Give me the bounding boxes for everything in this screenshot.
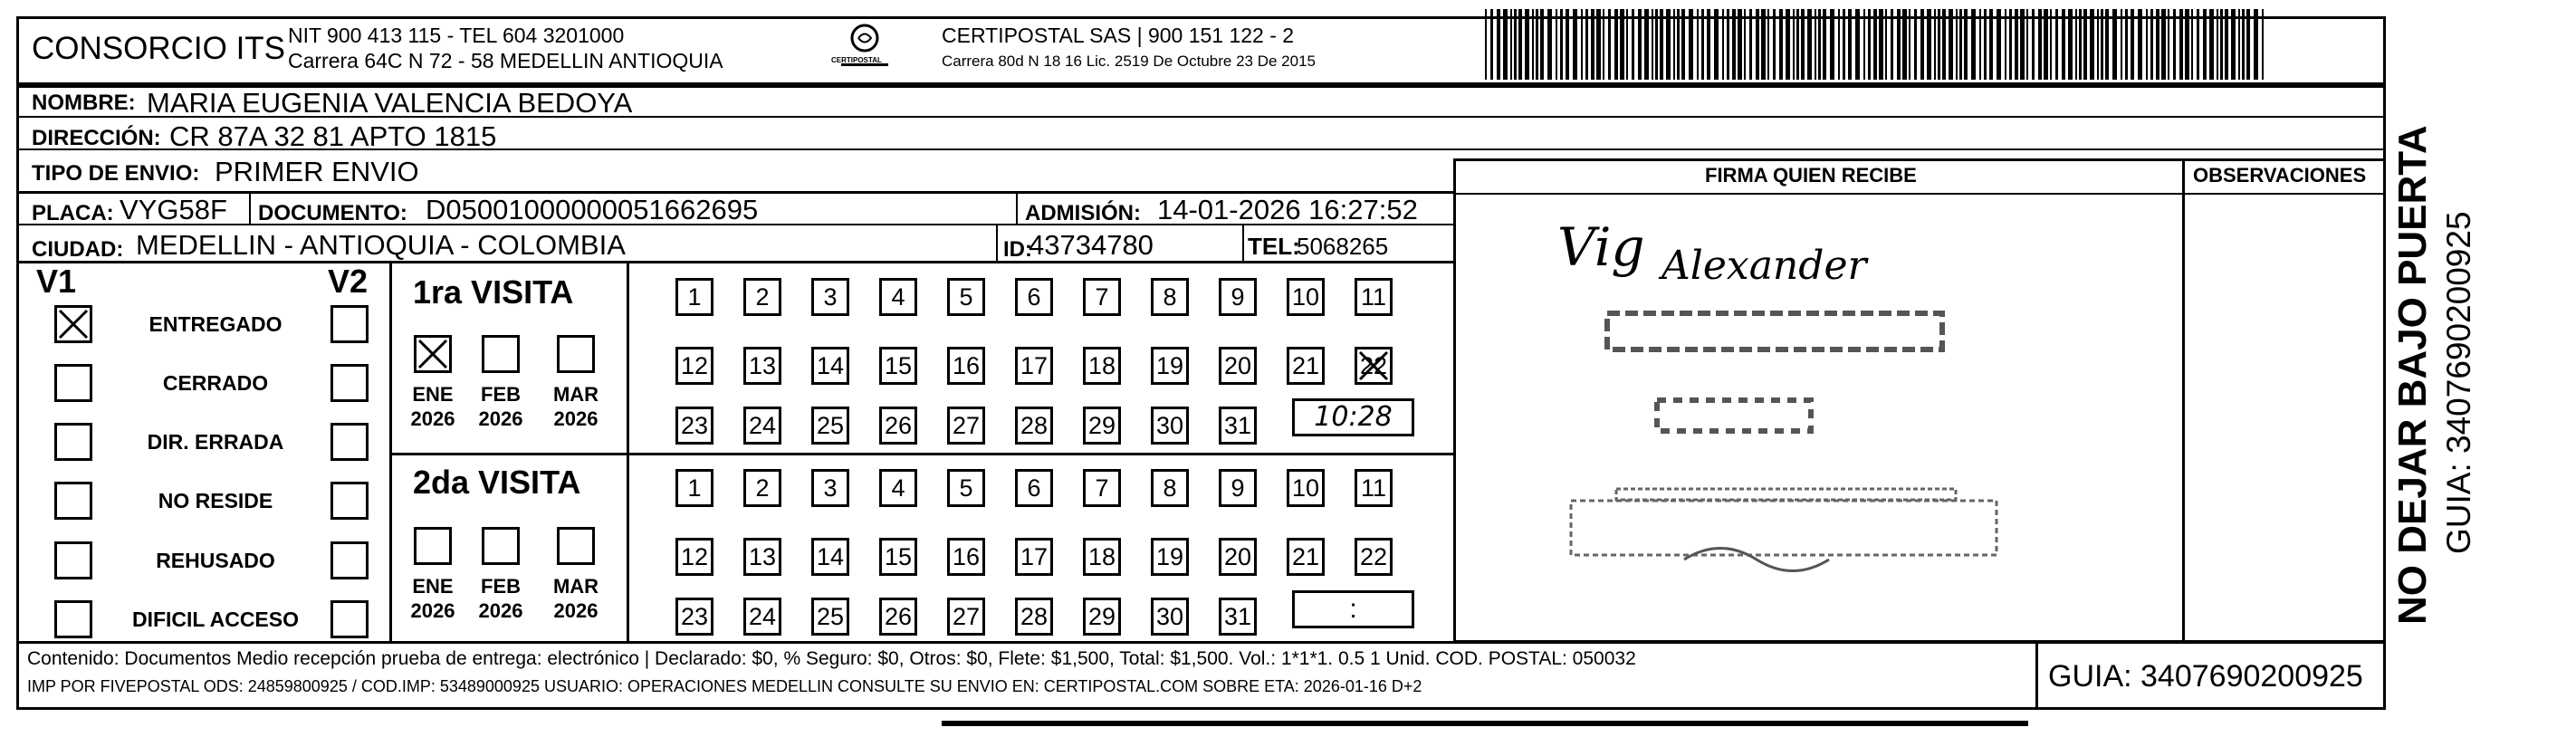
first-visit-day[interactable]: 22 bbox=[1355, 347, 1393, 385]
nombre-value: MARIA EUGENIA VALENCIA BEDOYA bbox=[147, 87, 633, 119]
status-label: DIR. ERRADA bbox=[147, 430, 284, 454]
admision-value: 14-01-2026 16:27:52 bbox=[1157, 194, 1418, 225]
first-visit-day[interactable]: 12 bbox=[675, 347, 713, 385]
admision-label: ADMISIÓN: bbox=[1025, 201, 1141, 225]
second-visit-time bbox=[1292, 590, 1414, 628]
second-visit-day[interactable]: 28 bbox=[1015, 598, 1053, 636]
v2-checkbox[interactable] bbox=[330, 541, 369, 579]
first-visit-day[interactable]: 15 bbox=[879, 347, 917, 385]
company-nit: NIT 900 413 115 - TEL 604 3201000 bbox=[288, 24, 625, 47]
status-label: CERRADO bbox=[162, 371, 269, 395]
status-label: NO RESIDE bbox=[158, 489, 273, 512]
ciudad-value: MEDELLIN - ANTIOQUIA - COLOMBIA bbox=[136, 229, 626, 261]
scan-mark bbox=[942, 721, 2028, 726]
second-visit-day[interactable]: 10 bbox=[1287, 469, 1325, 507]
observations-area bbox=[2182, 158, 2386, 643]
first-visit-day[interactable]: 10 bbox=[1287, 278, 1325, 316]
footer-contents: Contenido: Documentos Medio recepción prueba de entrega: electrónico | Declarado: $0, % Seguro: $0, Otros: $0, Flete: $1,500, Total: $1,500. Vol.: 1*1*1. 0.5 1 Unid. COD. POSTAL: 050032 bbox=[27, 648, 1636, 669]
second-visit-day[interactable]: 16 bbox=[947, 538, 985, 576]
month-label bbox=[469, 382, 532, 431]
firma-label: FIRMA QUIEN RECIBE bbox=[1705, 164, 1917, 187]
v2-checkbox[interactable] bbox=[330, 364, 369, 402]
first-visit-label: 1ra VISITA bbox=[413, 273, 574, 311]
month-name: FEB bbox=[481, 575, 521, 598]
second-visit-day[interactable]: 18 bbox=[1083, 538, 1121, 576]
month-name: MAR bbox=[552, 575, 599, 598]
ciudad-label: CIUDAD: bbox=[32, 237, 124, 262]
second-visit-day[interactable]: 22 bbox=[1355, 538, 1393, 576]
first-visit-month-checkbox[interactable] bbox=[414, 335, 452, 373]
v1-label: V1 bbox=[36, 263, 77, 300]
placa-value: VYG58F bbox=[120, 194, 227, 225]
first-visit-day[interactable]: 3 bbox=[811, 278, 849, 316]
barcode bbox=[1485, 9, 2273, 81]
month-name: ENE bbox=[412, 575, 454, 598]
v1-checkbox[interactable] bbox=[54, 305, 92, 343]
v1-checkbox[interactable] bbox=[54, 482, 92, 520]
second-visit-day[interactable]: 3 bbox=[811, 469, 849, 507]
second-visit-day[interactable]: 2 bbox=[743, 469, 781, 507]
observaciones-label: OBSERVACIONES bbox=[2193, 164, 2367, 187]
month-name: MAR bbox=[552, 383, 599, 406]
month-label bbox=[544, 382, 608, 431]
month-label bbox=[544, 574, 608, 623]
second-visit-day[interactable]: 7 bbox=[1083, 469, 1121, 507]
first-visit-day[interactable]: 8 bbox=[1151, 278, 1189, 316]
certipostal-logo bbox=[828, 20, 901, 74]
v2-checkbox[interactable] bbox=[330, 600, 369, 638]
second-visit-day[interactable]: 27 bbox=[947, 598, 985, 636]
second-visit-day[interactable]: 24 bbox=[743, 598, 781, 636]
second-visit-day[interactable]: 23 bbox=[675, 598, 713, 636]
side-guia: GUIA: 3407690200925 bbox=[2440, 211, 2477, 554]
first-visit-month-checkbox[interactable] bbox=[557, 335, 595, 373]
month-year: 2026 bbox=[478, 599, 523, 622]
v1-checkbox[interactable] bbox=[54, 541, 92, 579]
first-visit-month-checkbox[interactable] bbox=[482, 335, 520, 373]
second-visit-day[interactable]: 20 bbox=[1219, 538, 1257, 576]
no-dejar-bajo-puerta: NO DEJAR BAJO PUERTA bbox=[2390, 125, 2435, 625]
documento-value: D05001000000051662695 bbox=[426, 194, 759, 225]
second-visit-day[interactable]: 15 bbox=[879, 538, 917, 576]
v2-checkbox[interactable] bbox=[330, 423, 369, 461]
handwritten-signature bbox=[1458, 197, 2178, 636]
second-visit-day[interactable]: 17 bbox=[1015, 538, 1053, 576]
month-name: FEB bbox=[481, 383, 521, 406]
month-label bbox=[401, 382, 464, 431]
month-year: 2026 bbox=[553, 407, 599, 430]
first-visit-day[interactable]: 5 bbox=[947, 278, 985, 316]
first-visit-day[interactable]: 16 bbox=[947, 347, 985, 385]
v1-checkbox[interactable] bbox=[54, 364, 92, 402]
first-visit-day[interactable]: 25 bbox=[811, 407, 849, 445]
second-visit-day[interactable]: 1 bbox=[675, 469, 713, 507]
month-year: 2026 bbox=[553, 599, 599, 622]
status-label: REHUSADO bbox=[156, 549, 275, 572]
first-visit-day[interactable]: 4 bbox=[879, 278, 917, 316]
status-label: DIFICIL ACCESO bbox=[131, 608, 299, 631]
second-visit-day[interactable]: 25 bbox=[811, 598, 849, 636]
handwriting-1: Vig bbox=[1557, 216, 1645, 278]
company-name: CONSORCIO ITS bbox=[32, 31, 286, 66]
first-visit-time-text: 10:28 bbox=[1314, 401, 1393, 433]
month-year: 2026 bbox=[478, 407, 523, 430]
status-label: ENTREGADO bbox=[148, 312, 282, 336]
v2-label: V2 bbox=[328, 263, 369, 300]
direccion-label: DIRECCIÓN: bbox=[32, 126, 161, 150]
first-visit-day[interactable]: 13 bbox=[743, 347, 781, 385]
month-year: 2026 bbox=[410, 599, 455, 622]
first-visit-day[interactable]: 30 bbox=[1151, 407, 1189, 445]
second-visit-day[interactable]: 26 bbox=[879, 598, 917, 636]
first-visit-day[interactable]: 6 bbox=[1015, 278, 1053, 316]
first-visit-day[interactable]: 17 bbox=[1015, 347, 1053, 385]
id-label: ID: bbox=[1003, 237, 1032, 262]
documento-label: DOCUMENTO: bbox=[258, 201, 407, 225]
second-visit-month-checkbox[interactable] bbox=[482, 527, 520, 565]
first-visit-day[interactable]: 26 bbox=[879, 407, 917, 445]
first-visit-day[interactable]: 20 bbox=[1219, 347, 1257, 385]
first-visit-day[interactable]: 19 bbox=[1151, 347, 1189, 385]
certipostal-address: Carrera 80d N 18 16 Lic. 2519 De Octubre 23 De 2015 bbox=[942, 53, 1316, 70]
month-label bbox=[469, 574, 532, 623]
direccion-value: CR 87A 32 81 APTO 1815 bbox=[169, 120, 497, 152]
month-name: ENE bbox=[412, 383, 454, 406]
v1-checkbox[interactable] bbox=[54, 600, 92, 638]
first-visit-day[interactable]: 1 bbox=[675, 278, 713, 316]
check-x-icon bbox=[57, 308, 90, 340]
tel-value: 5068265 bbox=[1297, 233, 1389, 260]
second-visit-day[interactable]: 8 bbox=[1151, 469, 1189, 507]
second-visit-day[interactable]: 13 bbox=[743, 538, 781, 576]
first-visit-day[interactable]: 23 bbox=[675, 407, 713, 445]
second-visit-day[interactable]: 14 bbox=[811, 538, 849, 576]
second-visit-day[interactable]: 4 bbox=[879, 469, 917, 507]
second-visit-time-text: : bbox=[1349, 594, 1357, 624]
second-visit-month-checkbox[interactable] bbox=[414, 527, 452, 565]
tipo-label: TIPO DE ENVIO: bbox=[32, 161, 200, 186]
placa-label: PLACA: bbox=[32, 201, 114, 225]
tipo-value: PRIMER ENVIO bbox=[215, 156, 419, 187]
second-visit-day[interactable]: 29 bbox=[1083, 598, 1121, 636]
second-visit-label: 2da VISITA bbox=[413, 464, 581, 501]
first-visit-day[interactable]: 9 bbox=[1219, 278, 1257, 316]
first-visit-day[interactable]: 27 bbox=[947, 407, 985, 445]
first-visit-day[interactable]: 18 bbox=[1083, 347, 1121, 385]
second-visit-day[interactable]: 5 bbox=[947, 469, 985, 507]
footer-guia: GUIA: 3407690200925 bbox=[2048, 659, 2363, 694]
id-value: 43734780 bbox=[1029, 229, 1154, 261]
second-visit-day[interactable]: 21 bbox=[1287, 538, 1325, 576]
second-visit-day[interactable]: 19 bbox=[1151, 538, 1189, 576]
nombre-label: NOMBRE: bbox=[32, 91, 136, 115]
first-visit-time bbox=[1292, 398, 1414, 436]
second-visit-month-checkbox[interactable] bbox=[557, 527, 595, 565]
second-visit-day[interactable]: 31 bbox=[1219, 598, 1257, 636]
received-stamp bbox=[1571, 313, 1997, 571]
first-visit-day[interactable]: 24 bbox=[743, 407, 781, 445]
certipostal-line: CERTIPOSTAL SAS | 900 151 122 - 2 bbox=[942, 24, 1295, 47]
first-visit-day[interactable]: 7 bbox=[1083, 278, 1121, 316]
logo-caption: CERTIPOSTAL bbox=[831, 56, 882, 64]
v2-checkbox[interactable] bbox=[330, 305, 369, 343]
check-x-icon bbox=[417, 338, 449, 370]
v2-checkbox[interactable] bbox=[330, 482, 369, 520]
second-visit-day[interactable]: 11 bbox=[1355, 469, 1393, 507]
first-visit-day[interactable]: 29 bbox=[1083, 407, 1121, 445]
first-visit-day[interactable]: 2 bbox=[743, 278, 781, 316]
handwriting-2: Alexander bbox=[1661, 243, 1867, 289]
footer-imp-line: IMP POR FIVEPOSTAL ODS: 24859800925 / COD.IMP: 53489000925 USUARIO: OPERACIONES MEDELLIN CONSULTE SU ENVIO EN: CERTIPOSTAL.COM SOBRE ETA: 2026-01-16 D+2 bbox=[27, 677, 1422, 695]
first-visit-day[interactable]: 11 bbox=[1355, 278, 1393, 316]
v1-checkbox[interactable] bbox=[54, 423, 92, 461]
first-visit-day[interactable]: 14 bbox=[811, 347, 849, 385]
second-visit-day[interactable]: 12 bbox=[675, 538, 713, 576]
second-visit-day[interactable]: 30 bbox=[1151, 598, 1189, 636]
first-visit-day[interactable]: 21 bbox=[1287, 347, 1325, 385]
company-address: Carrera 64C N 72 - 58 MEDELLIN ANTIOQUIA bbox=[288, 49, 723, 72]
month-year: 2026 bbox=[410, 407, 455, 430]
second-visit-day[interactable]: 6 bbox=[1015, 469, 1053, 507]
month-label bbox=[401, 574, 464, 623]
first-visit-day[interactable]: 28 bbox=[1015, 407, 1053, 445]
tel-label: TEL: bbox=[1248, 233, 1300, 260]
first-visit-day[interactable]: 31 bbox=[1219, 407, 1257, 445]
second-visit-day[interactable]: 9 bbox=[1219, 469, 1257, 507]
